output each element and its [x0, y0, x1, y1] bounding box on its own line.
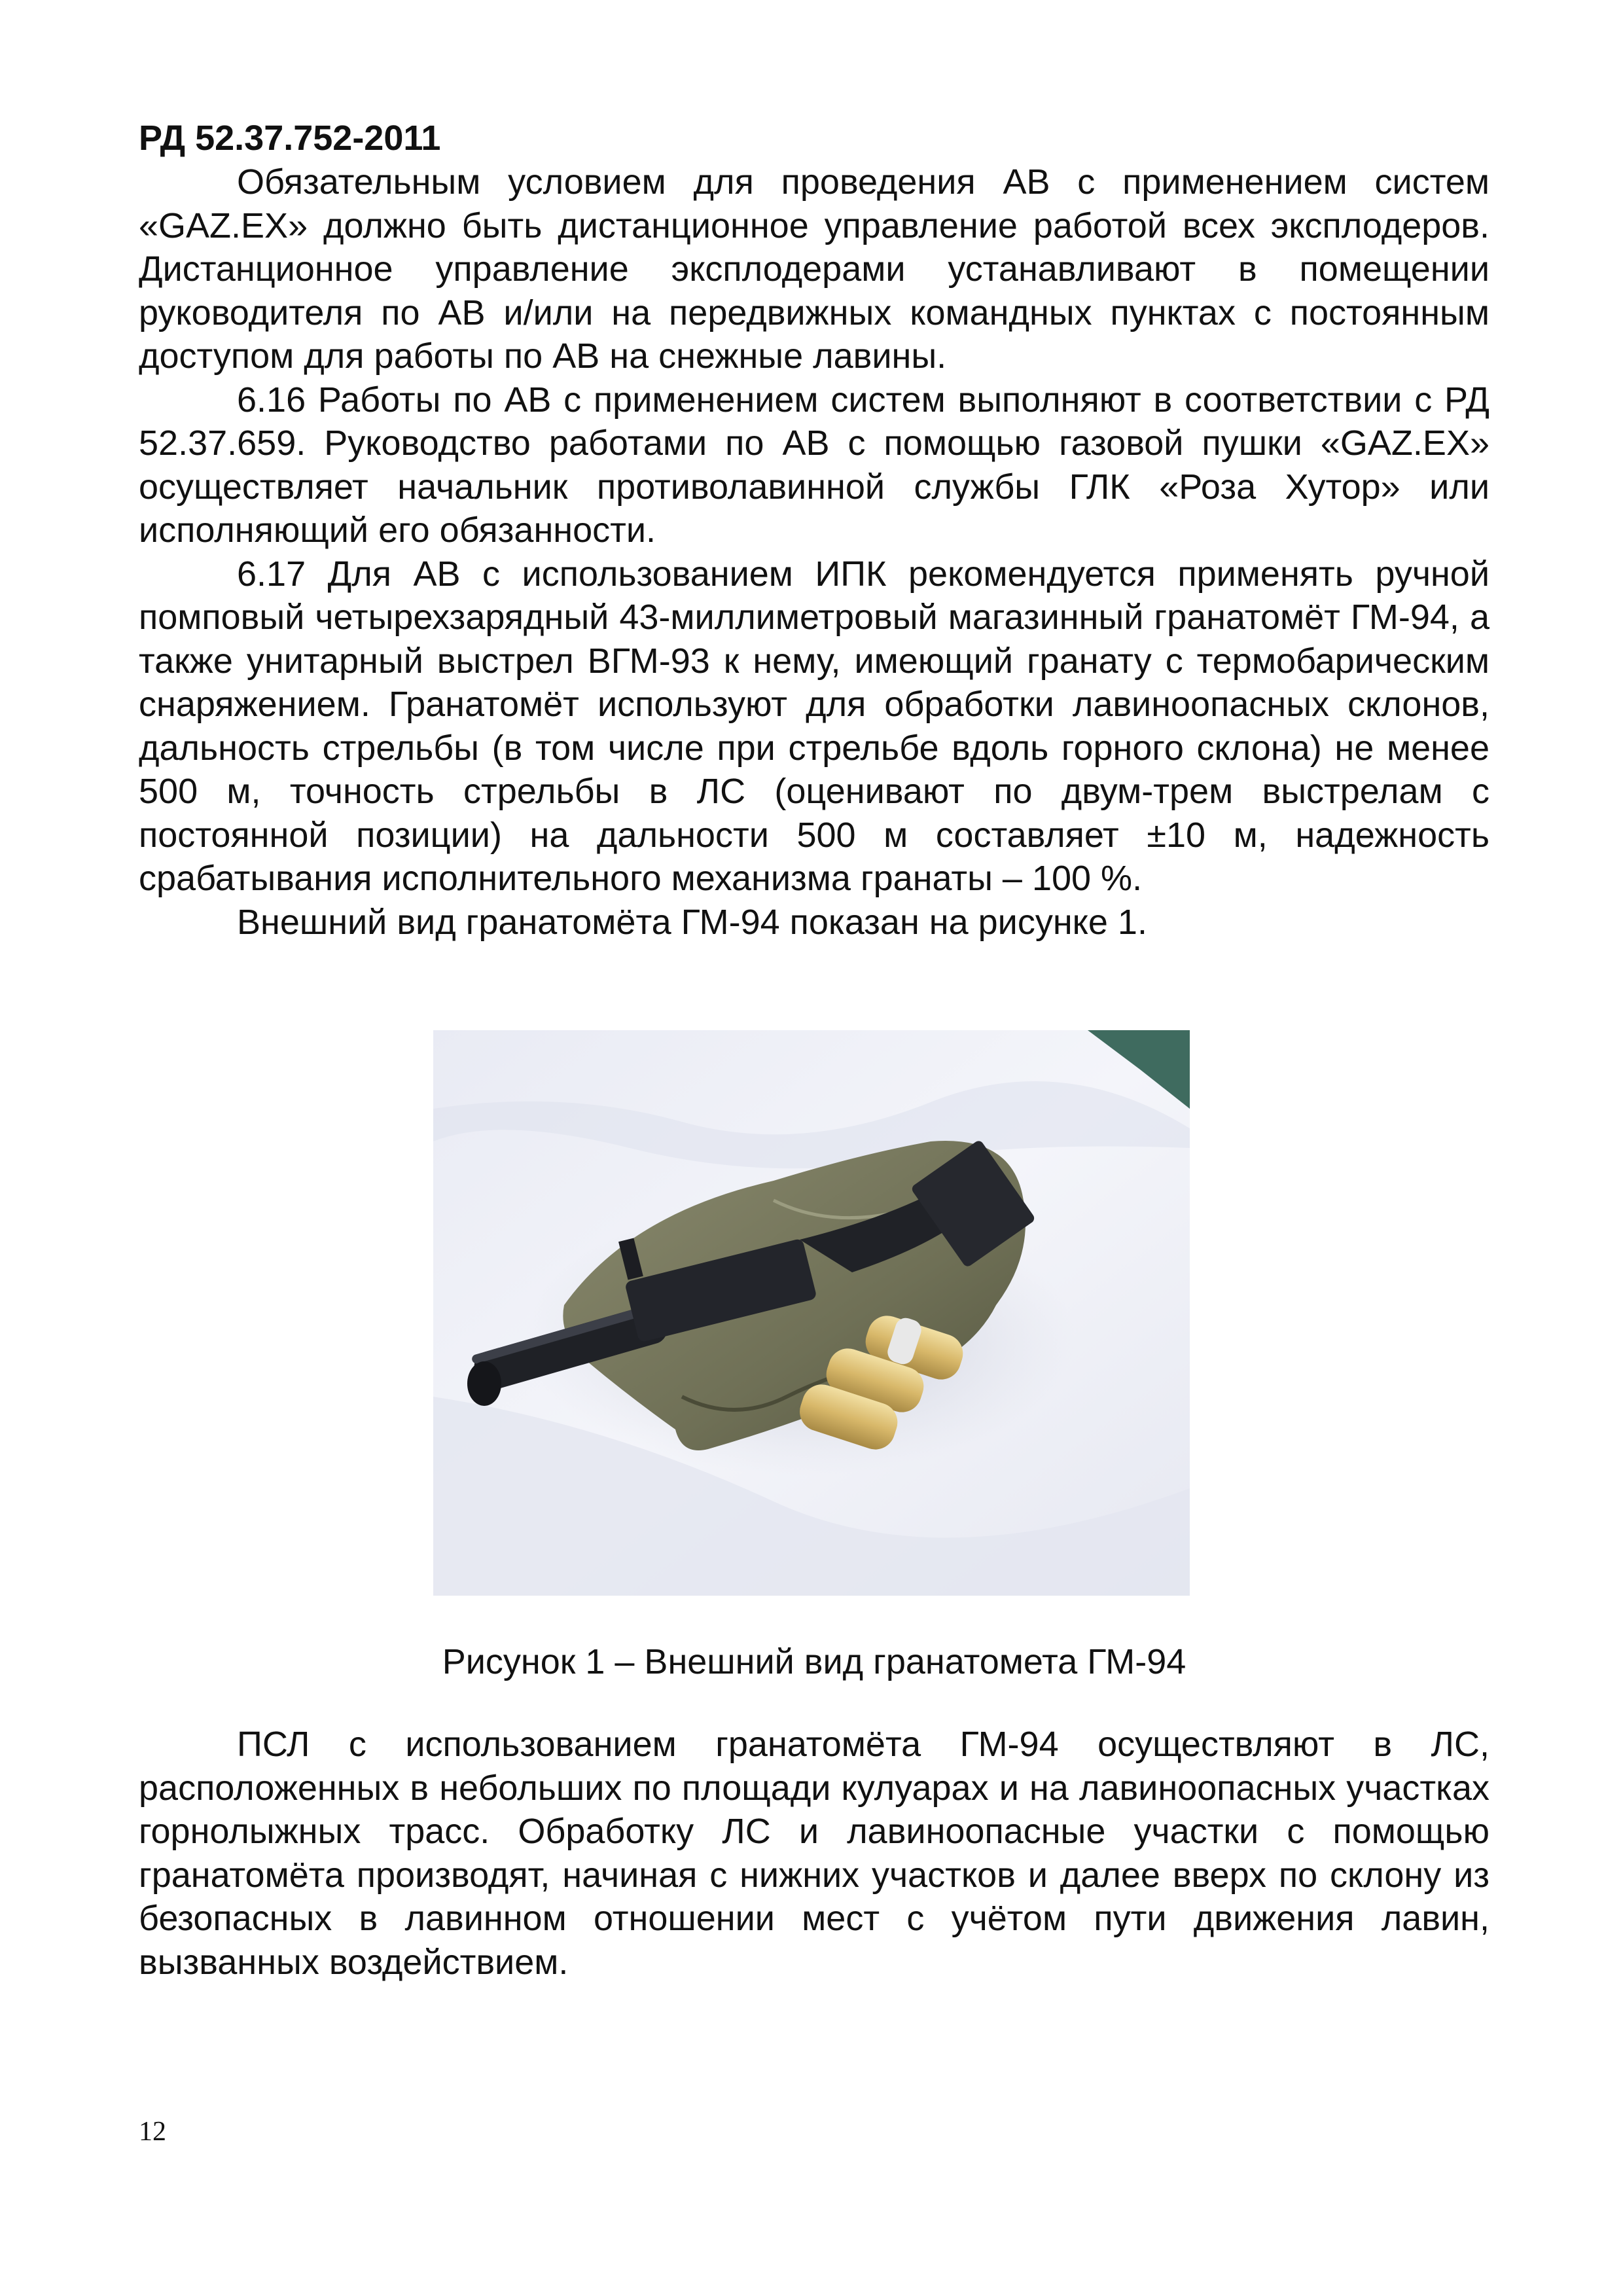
body-text-top	[139, 160, 1489, 944]
paragraph-6-16: 6.16 Работы по АВ с применением систем выполняют в соответствии с РД 52.37.659. Руководство работами по АВ с помощью газовой пушки «GAZ.EX» осуществляет начальник противолавинной службы ГЛК «Роза Хутор» или исполняющий его обязанности.	[139, 380, 1489, 550]
paragraph-psl: ПСЛ с использованием гранатомёта ГМ-94 осуществляют в ЛС, расположенных в небольших по площади кулуарах и на лавиноопасных участках горнолыжных трасс. Обработку ЛС и лавиноопасные участки с помощью гранатомёта производят, начиная с нижних участков и далее вверх по склону из безопасных в лавинном отношении мест с учётом пути движения лавин, вызванных воздействием.	[139, 1725, 1489, 1982]
paragraph-figure-reference: Внешний вид гранатомёта ГМ-94 показан на рисунке 1.	[237, 902, 1147, 942]
paragraph-remote-control: Обязательным условием для проведения АВ с применением систем «GAZ.EX» должно быть дистанционное управление работой всех эксплодеров. Дистанционное управление эксплодерами устанавливают в помещении руководителя по АВ и/или на передвижных командных пунктах с постоянным доступом для работы по АВ на снежные лавины.	[139, 162, 1489, 376]
page-number: 12	[139, 2117, 166, 2147]
figure-1-caption: Рисунок 1 – Внешний вид гранатомета ГМ-94	[442, 1642, 1186, 1681]
document-code-header: РД 52.37.752-2011	[139, 118, 441, 158]
body-text-bottom	[139, 1723, 1489, 1984]
paragraph-6-17: 6.17 Для АВ с использованием ИПК рекомендуется применять ручной помповый четырехзарядный 43-миллиметровый магазинный гранатомёт ГМ-94, а также унитарный выстрел ВГМ-93 к нему, имеющий гранату с термобарическим снаряжением. Гранатомёт используют для обработки лавиноопасных склонов, дальность стрельбы (в том числе при стрельбе вдоль горного склона) не менее 500 м, точность стрельбы в ЛС (оценивают по двум-трем выстрелам с постоянной позиции) на дальности 500 м составляет ±10 м, надежность срабатывания исполнительного механизма гранаты – 100 %.	[139, 554, 1489, 898]
figure-1-photo	[433, 1030, 1190, 1596]
